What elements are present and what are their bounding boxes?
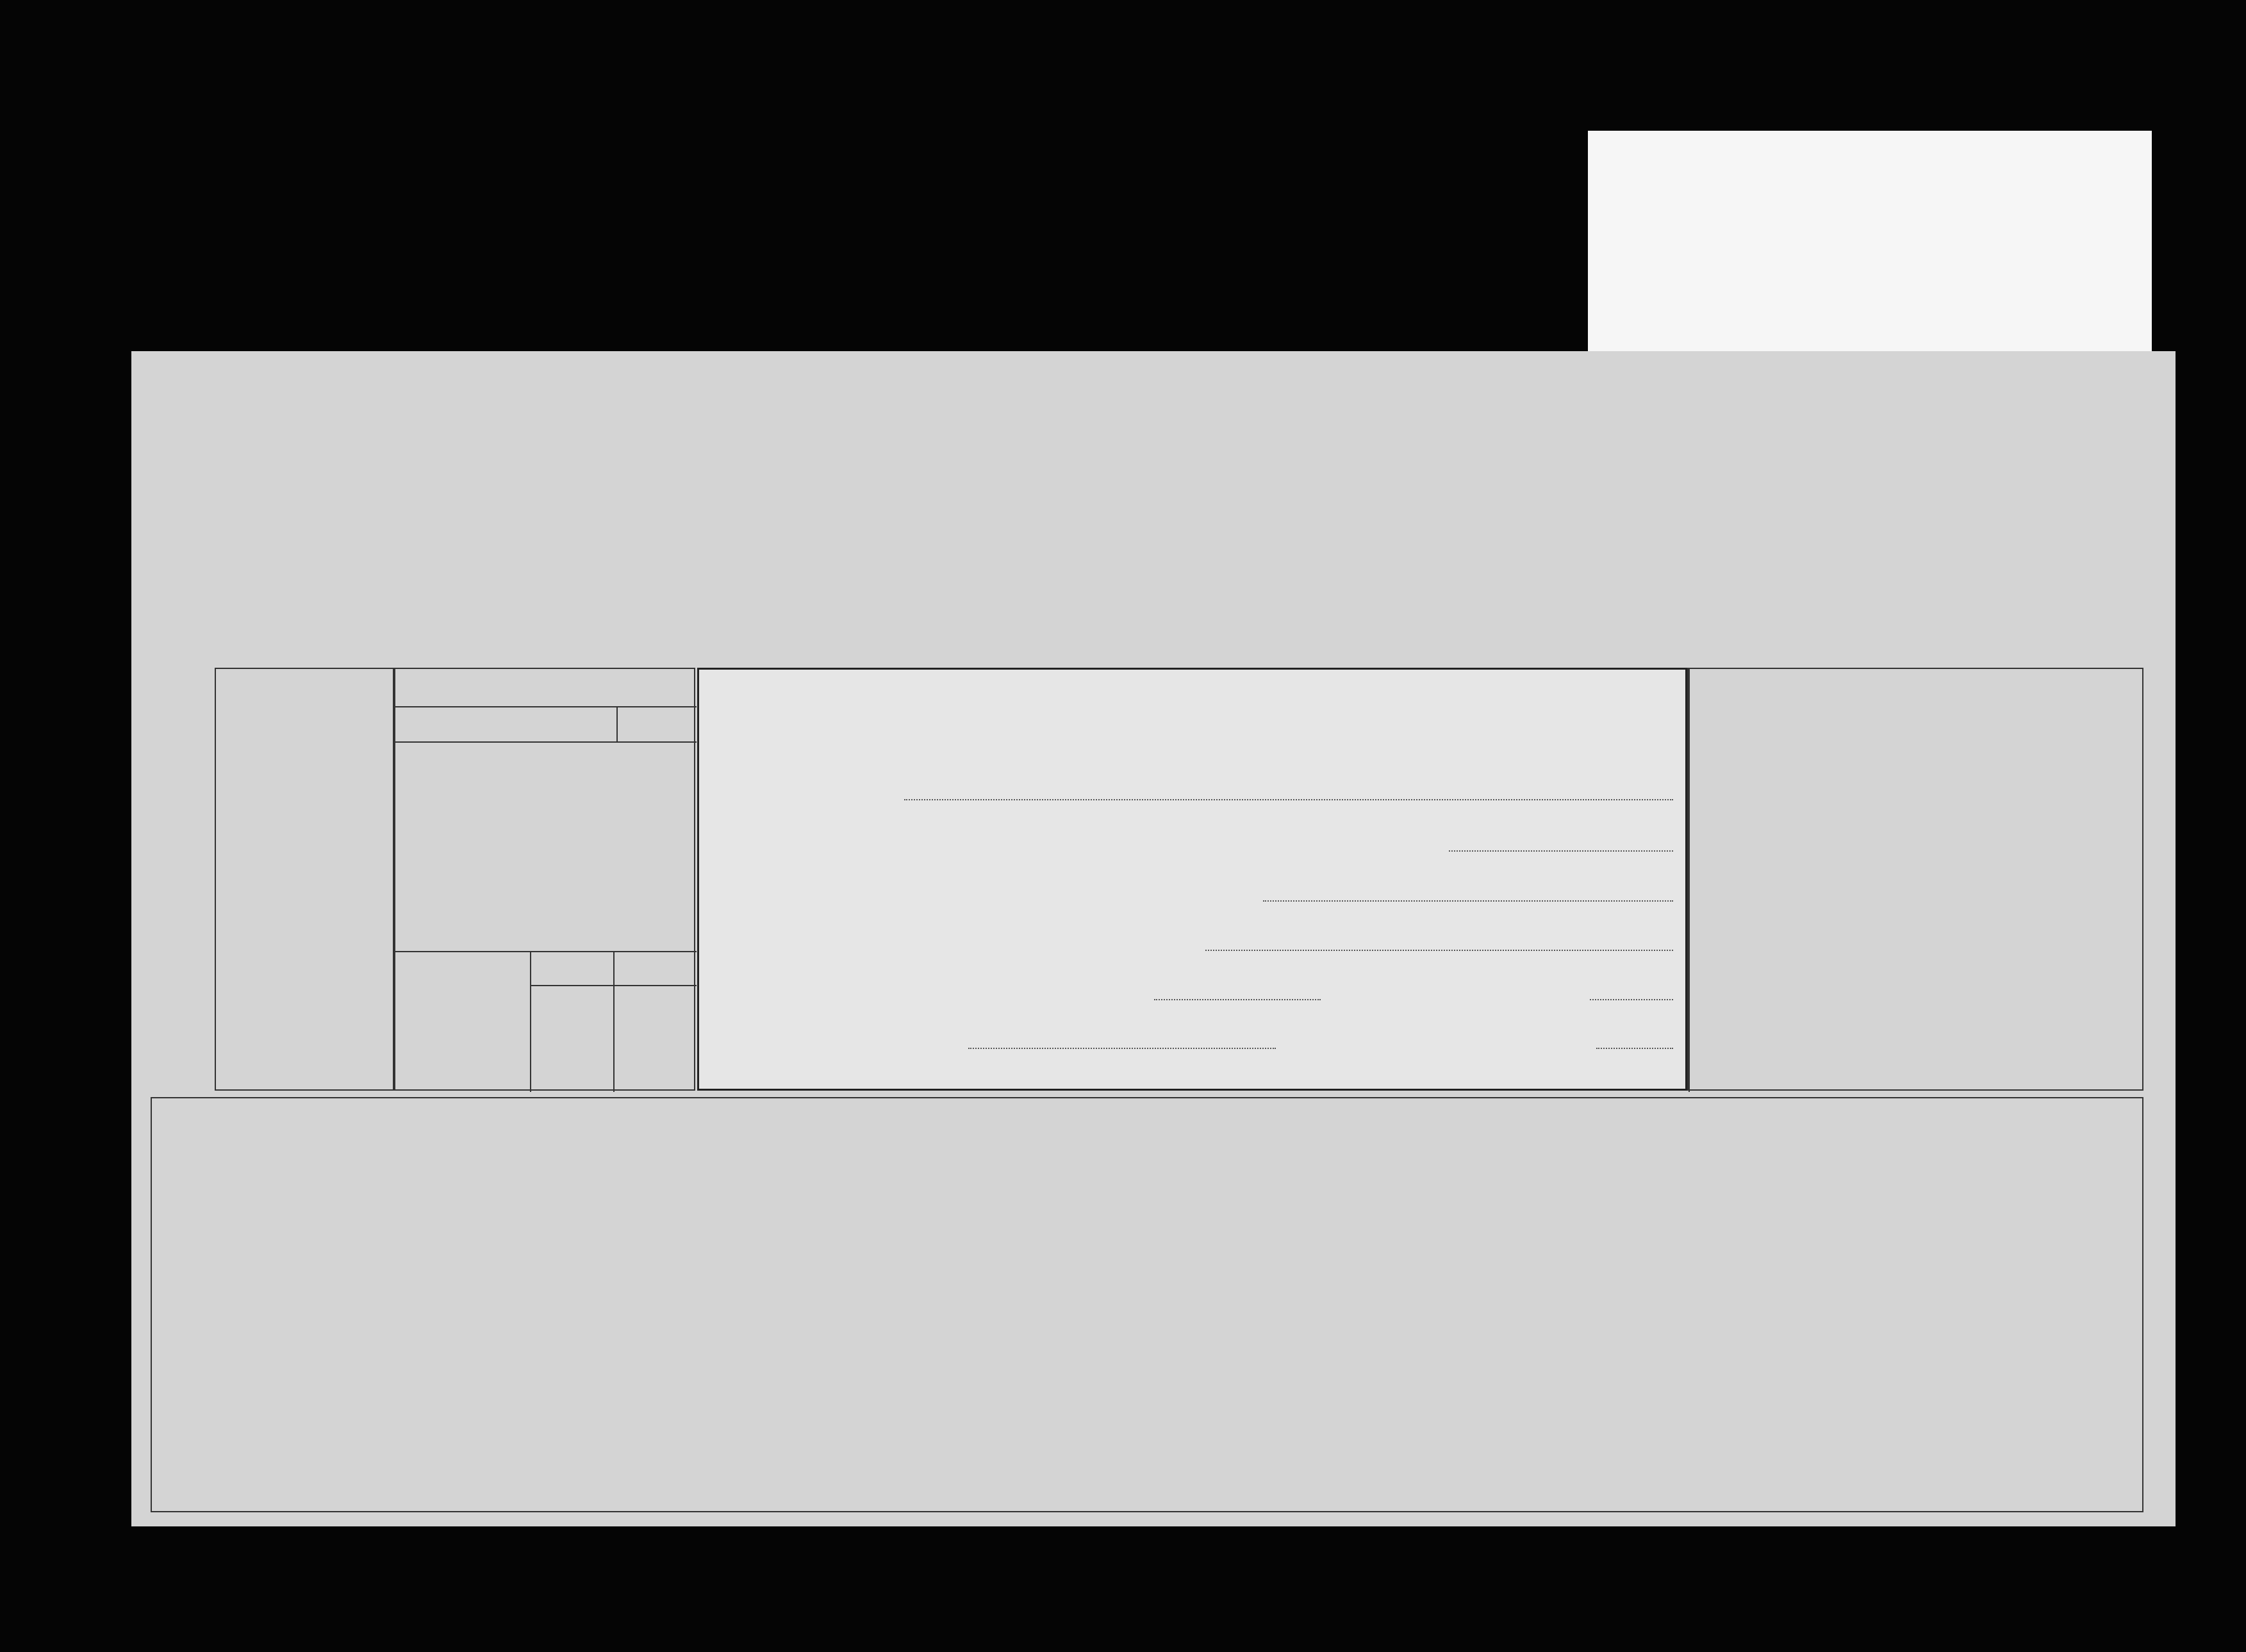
trade-name-header <box>395 707 616 743</box>
trade-orchard-label <box>408 1002 536 1028</box>
trade-vineyard-label <box>408 1037 536 1063</box>
trade-desyatin-header <box>530 951 613 986</box>
trade-title <box>395 669 697 707</box>
private-farms-box <box>697 668 1687 1091</box>
label-line-en <box>1588 256 2152 313</box>
lease-section <box>151 1097 2143 1512</box>
bleed-through-label <box>1588 131 2152 352</box>
private-farms-title <box>699 682 1689 718</box>
trade-enterprises-section <box>394 668 695 1091</box>
hired-workers-title <box>354 669 392 1092</box>
population-section <box>1687 668 2143 1091</box>
population-title <box>1689 669 1740 1092</box>
sown-crops-banner <box>349 611 1903 636</box>
hired-workers-section <box>215 668 394 1091</box>
trade-qty-header <box>616 707 697 743</box>
trade-has-label <box>395 967 530 993</box>
trade-korney-header <box>613 951 697 986</box>
sown-area-section <box>131 368 2143 666</box>
